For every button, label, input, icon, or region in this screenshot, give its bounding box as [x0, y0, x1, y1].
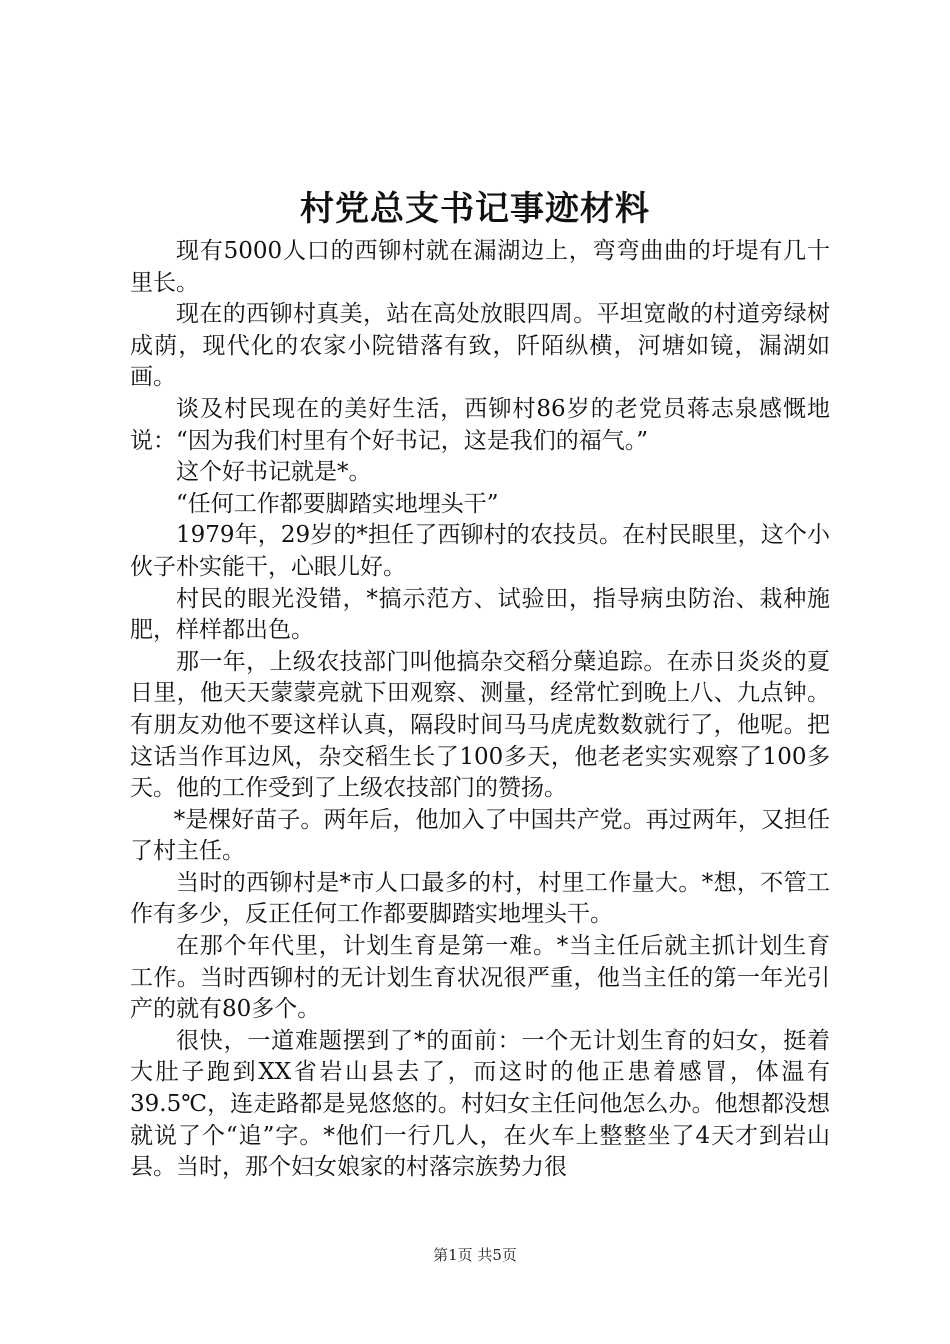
paragraph: *是棵好苗子。两年后，他加入了中国共产党。再过两年，又担任了村主任。 — [130, 806, 830, 865]
paragraph: 谈及村民现在的美好生活，西铆村86岁的老党员蒋志泉感慨地说：“因为我们村里有个好书记，这是我们的福气。” — [130, 395, 830, 454]
section-heading: “任何工作都要脚踏实地埋头干” — [176, 490, 499, 517]
document-body — [130, 236, 830, 1184]
paragraph: 这个好书记就是*。 — [176, 459, 372, 486]
paragraph: 1979年，29岁的*担任了西铆村的农技员。在村民眼里，这个小伙子朴实能干，心眼儿好。 — [130, 522, 830, 580]
paragraph: 当时的西铆村是*市人口最多的村，村里工作量大。*想，不管工作有多少，反正任何工作都要脚踏实地埋头干。 — [130, 869, 830, 928]
document-title: 村党总支书记事迹材料 — [300, 189, 650, 229]
paragraph: 现有5000人口的西铆村就在漏湖边上，弯弯曲曲的圩堤有几十里长。 — [130, 238, 830, 296]
paragraph: 在那个年代里，计划生育是第一难。*当主任后就主抓计划生育工作。当时西铆村的无计划生育状况很严重，他当主任的第一年光引产的就有80多个。 — [130, 933, 830, 1023]
paragraph: 村民的眼光没错，*搞示范方、试验田，指导病虫防治、栽种施肥，样样都出色。 — [130, 585, 830, 644]
paragraph: 很快，一道难题摆到了*的面前：一个无计划生育的妇女，挺着大肚子跑到XX省岩山县去了，而这时的他正患着感冒，体温有39.5℃，连走路都是晃悠悠的。村妇女主任问他怎么办。他想都没想就说了个“追”字。*他们一行几人，在火车上整整坐了4天才到岩山县。当时，那个妇女娘家的村落宗族势力很 — [130, 1027, 830, 1181]
page-number-footer: 第1页 共5页 — [433, 1246, 517, 1264]
paragraph: 那一年，上级农技部门叫他搞杂交稻分蘖追踪。在赤日炎炎的夏日里，他天天蒙蒙亮就下田观察、测量，经常忙到晚上八、九点钟。有朋友劝他不要这样认真，隔段时间马马虎虎数数就行了，他呢。把这话当作耳边风，杂交稻生长了100多天，他老老实实观察了100多天。他的工作受到了上级农技部门的赞扬。 — [130, 648, 830, 802]
paragraph: 现在的西铆村真美，站在高处放眼四周。平坦宽敞的村道旁绿树成荫，现代化的农家小院错落有致，阡陌纵横，河塘如镜，漏湖如画。 — [130, 301, 830, 391]
